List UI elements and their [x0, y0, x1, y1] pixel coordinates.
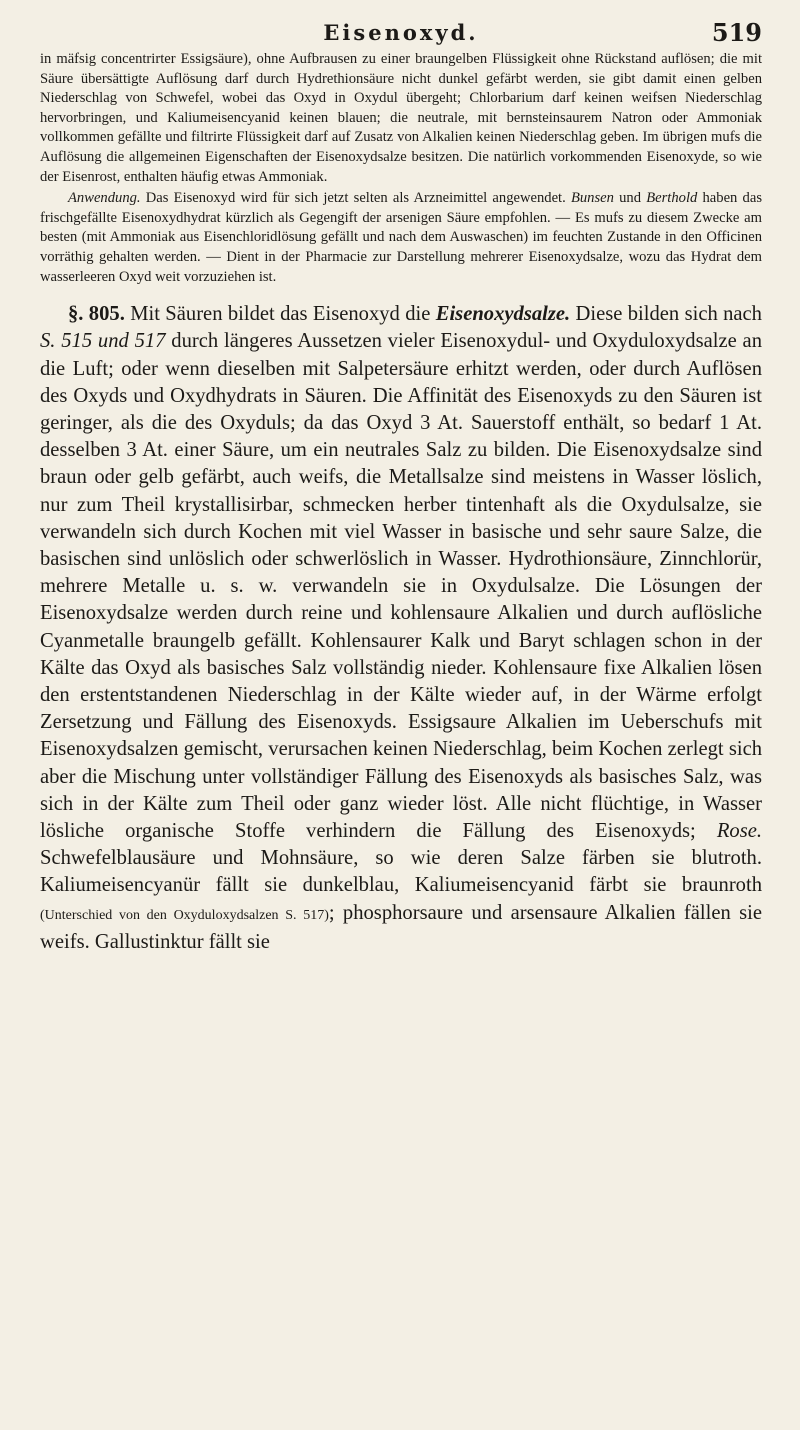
section-text-c: durch längeres Aussetzen vieler Eisenoxydul- und Oxyduloxydsalze an die Luft; oder wenn dieselben mit Salpetersäure erhitzt werden, oder durch Auflösen des Oxyds und Oxydhydrats in Säuren. Die Affinität des Eisenoxyds zu den Säuren ist geringer, als die des Oxyduls; da das Oxyd 3 At. Sauerstoff enthält, so bedarf 1 At. desselben 3 At. einer Säure, um ein neutrales Salz zu bilden. Die Eisenoxydsalze sind braun oder gelb gefärbt, auch weifs, die Metallsalze sind meistens in Wasser löslich, nur zum Theil krystallisirbar, schmecken herber tintenhaft als die Oxydulsalze, sie verwandeln sich durch Kochen mit viel Wasser in basische und sehr saure Salze, die basischen sind unlöslich oder schwerlöslich in Wasser. Hydrothionsäure, Zinnchlorür, mehrere Metalle u. s. w. verwandeln sie in Oxydulsalze. Die Lösungen der Eisenoxydsalze werden durch reine und kohlensaure Alkalien und durch auflösliche Cyanmetalle braungelb gefällt. Kohlensaurer Kalk und Baryt schlagen schon in der Kälte das Oxyd als basisches Salz vollständig nieder. Kohlensaure fixe Alkalien lösen den erstentstandenen Niederschlag in der Kälte wieder auf, in der Wärme erfolgt Zersetzung und Fällung des Eisenoxyds. Essigsaure Alkalien im Ueberschufs mit Eisenoxydsalzen gemischt, verursachen keinen Niederschlag, beim Kochen zerlegt sich aber die Mischung unter vollständiger Fällung des Eisenoxyds als basisches Salz, was sich in der Kälte zum Theil oder ganz wieder löst. Alle nicht flüchtige, in Wasser lösliche organische Stoffe verhindern die Fällung des Eisenoxyds; [40, 330, 762, 842]
section-text-a: Mit Säuren bildet das Eisenoxyd die [124, 303, 436, 326]
anwendung-text-a: Das Eisenoxyd wird für sich jetzt selten als Arzneimittel angewendet. [140, 190, 571, 207]
section-number: §. 805. [68, 303, 125, 326]
author-berthold: Berthold [646, 190, 698, 207]
anwendung-text-b: und [613, 190, 647, 207]
section-text-d: Schwefelblausäure und Mohnsäure, so wie deren Salze färben sie blutroth. Kaliumeisencyanür fällt sie dunkelblau, Kaliumeisencyanid färbt sie braunroth [40, 847, 762, 897]
section-small-note: (Unterschied von den Oxyduloxydsalzen S. 517) [40, 907, 329, 923]
section-ref: S. 515 und 517 [40, 330, 166, 353]
anwendung-heading: Anwendung. [68, 190, 141, 207]
paragraph-continuation: in mäfsig concentrirter Essigsäure), ohne Aufbrausen zu einer braungelben Flüssigkeit ohne Rückstand auflösen; die mit Säure übersättigte Auflösung darf durch Hydrethionsäure nicht dunkel gefärbt werden, sie gibt damit einen gelben Niederschlag von Schwefel, wobei das Oxyd in Oxydul übergeht; Chlorbarium darf keinen weifsen Niederschlag hervorbringen, und Kaliumeisencyanid keinen blauen; die neutrale, mit bernsteinsaurem Natron oder Ammoniak vollkommen gefällte und filtrirte Flüssigkeit darf auf Zusatz von Alkalien keinen Niederschlag geben. Im übrigen mufs die Auflösung die allgemeinen Eigenschaften der Eisenoxydsalze besitzen. Die natürlich vorkommenden Eisenoxyde, so wie der Eisenrost, enthalten häufig etwas Ammoniak. [40, 51, 762, 185]
author-bunsen: Bunsen [570, 190, 614, 207]
section-text-b: Diese bilden sich nach [570, 303, 762, 326]
section-text-e: ; phosphorsaure und arsensaure Alkalien fällen sie weifs. Gallustinktur fällt sie [40, 901, 762, 953]
page-number: 519 [711, 18, 762, 47]
paragraph-anwendung [40, 189, 762, 287]
anwendung-text-c: haben das frischgefällte Eisenoxydhydrat kürzlich als Gegengift der arsenigen Säure empfohlen. — Es mufs zu diesem Zwecke am besten (mit Ammoniak aus Eisenchloridlösung gefällt und nach dem Auswaschen) im feuchten Zustande in den Officinen vorräthig gehalten werden. — Dient in der Pharmacie zur Darstellung mehrerer Eisenoxydsalze, wozu das Hydrat dem wasserleeren Oxyd weit vorzuziehen ist. [40, 190, 763, 285]
running-head [40, 6, 762, 50]
section-805 [40, 301, 762, 956]
page-title: Eisenoxyd. [323, 20, 479, 45]
author-rose: Rose. [716, 819, 762, 842]
section-keyword: Eisenoxydsalze. [435, 303, 571, 326]
